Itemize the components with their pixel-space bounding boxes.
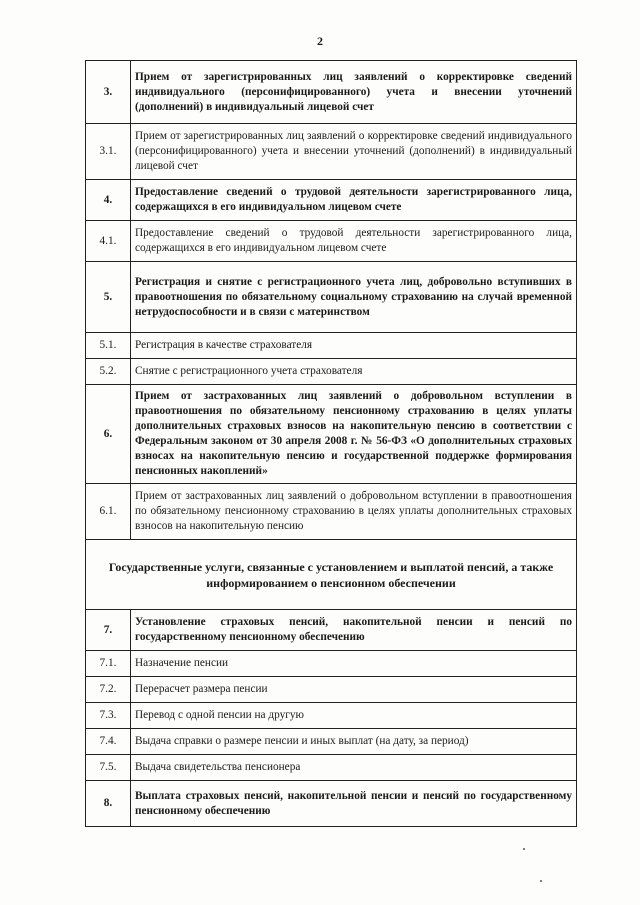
- row-text: Снятие с регистрационного учета страхователя: [131, 359, 577, 385]
- row-number: 7.4.: [86, 729, 131, 755]
- table-row: [86, 729, 577, 755]
- row-text: Регистрация и снятие с регистрационного учета лиц, добровольно вступивших в правоотношения по обязательному социальному страхованию на случай временной нетрудоспособности и в связи с материнством: [131, 262, 577, 333]
- row-text: Прием от застрахованных лиц заявлений о добровольном вступлении в правоотношения по обязательному пенсионному страхованию в целях уплаты дополнительных страховых взносов на накопительную пенсию: [131, 484, 577, 540]
- row-number: 4.1.: [86, 221, 131, 262]
- table-row: [86, 781, 577, 827]
- row-text: Прием от зарегистрированных лиц заявлений о корректировке сведений индивидуального (персонифицированного) учета и внесении уточнений (дополнений) в индивидуальный лицевой счет: [131, 61, 577, 124]
- row-text: Установление страховых пенсий, накопительной пенсии и пенсий по государственному пенсионному обеспечению: [131, 610, 577, 651]
- row-number: 6.: [86, 385, 131, 484]
- row-number: 7.: [86, 610, 131, 651]
- table-row: [86, 703, 577, 729]
- scan-speck: [523, 848, 525, 850]
- scan-speck: [540, 880, 542, 882]
- table-row: [86, 651, 577, 677]
- row-text: Прием от зарегистрированных лиц заявлений о корректировке сведений индивидуального (персонифицированного) учета и внесении уточнений (дополнений) в индивидуальный лицевой счет: [131, 124, 577, 180]
- row-number: 5.: [86, 262, 131, 333]
- table-row: [86, 610, 577, 651]
- table-row: [86, 61, 577, 124]
- table-row: [86, 262, 577, 333]
- table-row: [86, 677, 577, 703]
- row-number: 7.1.: [86, 651, 131, 677]
- table-row: [86, 385, 577, 484]
- services-table: [85, 60, 577, 827]
- row-text: Предоставление сведений о трудовой деятельности зарегистрированного лица, содержащихся в его индивидуальном лицевом счете: [131, 180, 577, 221]
- row-text: Регистрация в качестве страхователя: [131, 333, 577, 359]
- row-number: 6.1.: [86, 484, 131, 540]
- row-text: Выдача свидетельства пенсионера: [131, 755, 577, 781]
- section-heading-row: [86, 540, 577, 610]
- row-number: 3.1.: [86, 124, 131, 180]
- table-row: [86, 124, 577, 180]
- table-row: [86, 333, 577, 359]
- row-number: 8.: [86, 781, 131, 827]
- table-row: [86, 221, 577, 262]
- row-number: 5.1.: [86, 333, 131, 359]
- table-row: [86, 359, 577, 385]
- row-text: Выдача справки о размере пенсии и иных выплат (на дату, за период): [131, 729, 577, 755]
- row-number: 7.2.: [86, 677, 131, 703]
- section-heading: Государственные услуги, связанные с установлением и выплатой пенсий, а также информированием о пенсионном обеспечении: [86, 540, 577, 610]
- row-text: Назначение пенсии: [131, 651, 577, 677]
- row-text: Прием от застрахованных лиц заявлений о добровольном вступлении в правоотношения по обязательному пенсионному страхованию в целях уплаты дополнительных страховых взносов на накопительную пенсию в соответствии с Федеральным законом от 30 апреля 2008 г. № 56-ФЗ «О дополнительных страховых взносах на накопительную пенсию и государственной поддержке формирования пенсионных накоплений»: [131, 385, 577, 484]
- row-number: 7.5.: [86, 755, 131, 781]
- row-number: 7.3.: [86, 703, 131, 729]
- table-row: [86, 484, 577, 540]
- row-number: 4.: [86, 180, 131, 221]
- row-text: Выплата страховых пенсий, накопительной пенсии и пенсий по государственному пенсионному обеспечению: [131, 781, 577, 827]
- page-number: 2: [317, 34, 323, 48]
- row-text: Перевод с одной пенсии на другую: [131, 703, 577, 729]
- row-number: 5.2.: [86, 359, 131, 385]
- row-text: Предоставление сведений о трудовой деятельности зарегистрированного лица, содержащихся в его индивидуальном лицевом счете: [131, 221, 577, 262]
- row-number: 3.: [86, 61, 131, 124]
- table-row: [86, 755, 577, 781]
- table-row: [86, 180, 577, 221]
- row-text: Перерасчет размера пенсии: [131, 677, 577, 703]
